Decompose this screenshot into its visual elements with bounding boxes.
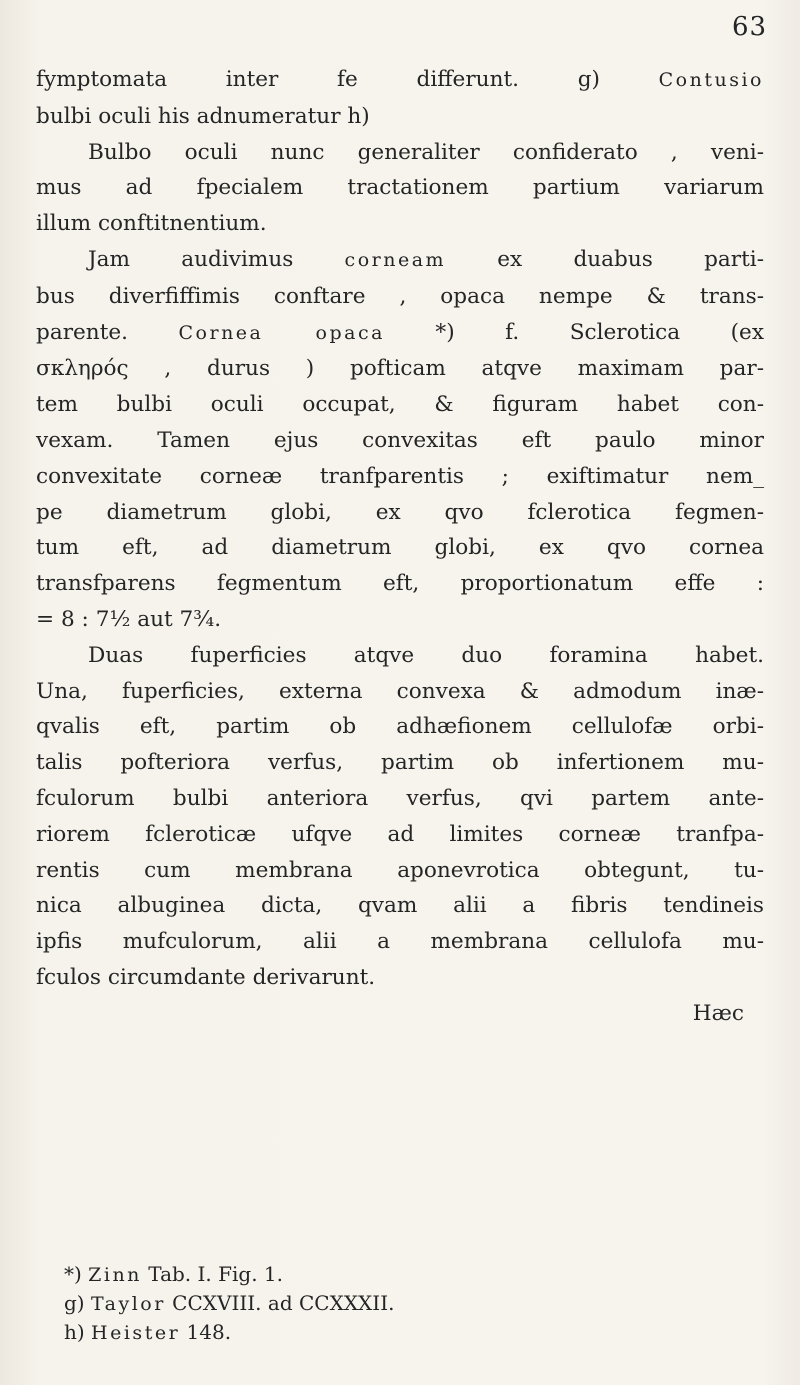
text-line: rentis cum membrana aponevrotica obtegunt, tu- <box>36 857 764 883</box>
text-line: fculos circumdante derivarunt. <box>36 964 376 990</box>
text-line: transfparens fegmentum eft, proportionatum effe : <box>36 571 764 597</box>
footnote: *) Zinn Tab. I. Fig. 1. <box>64 1262 284 1286</box>
text-line: Duas fuperficies atqve duo foramina habet. <box>88 642 764 668</box>
text-line: tum eft, ad diametrum globi, ex qvo cornea <box>36 535 764 561</box>
text-line: riorem fcleroticæ ufqve ad limites corneæ tranfpa- <box>36 821 764 847</box>
text-line: nica albuginea dicta, qvam alii a fibris tendineis <box>36 893 764 919</box>
text-line: Una, fuperficies, externa convexa & admodum inæ- <box>36 678 764 704</box>
footnote: g) Taylor CCXVIII. ad CCXXXII. <box>64 1291 395 1315</box>
footnote: h) Heister 148. <box>64 1320 232 1344</box>
text-line: = 8 : 7½ aut 7¾. <box>36 606 222 632</box>
text-line: fculorum bulbi anteriora verfus, qvi partem ante- <box>36 785 764 811</box>
text-line: mus ad fpecialem tractationem partium variarum <box>36 175 764 201</box>
text-line: bus diverfiffimis conftare , opaca nempe & trans- <box>36 283 764 309</box>
text-line: illum conftitnentium. <box>36 211 267 237</box>
catchword: Hæc <box>692 1000 744 1026</box>
text-line: talis pofteriora verfus, partim ob infertionem mu- <box>36 750 764 776</box>
text-line: vexam. Tamen ejus convexitas eft paulo minor <box>36 427 764 453</box>
text-line: parente. Cornea opaca *) f. Sclerotica (ex <box>36 319 765 345</box>
text-line: convexitate corneæ tranfparentis ; exiftimatur nem_ <box>36 463 764 489</box>
text-line: pe diametrum globi, ex qvo fclerotica fegmen- <box>36 499 764 525</box>
body-text <box>36 62 764 1032</box>
text-line: ipfis mufculorum, alii a membrana cellulofa mu- <box>36 929 764 955</box>
text-line: σκληρός , durus ) pofticam atqve maximam par- <box>36 356 764 382</box>
text-line: tem bulbi oculi occupat, & figuram habet con- <box>36 392 764 418</box>
text-line: Bulbo oculi nunc generaliter confiderato , veni- <box>88 139 764 165</box>
text-line: qvalis eft, partim ob adhæfionem cellulofæ orbi- <box>36 714 764 740</box>
text-line: bulbi oculi his adnumeratur h) <box>36 103 370 129</box>
text-line: fymptomata inter fe differunt. g) Contusio <box>36 67 764 92</box>
page-number: 63 <box>732 12 768 42</box>
footnotes <box>64 1260 764 1347</box>
text-line: Jam audivimus corneam ex duabus parti- <box>88 246 764 272</box>
